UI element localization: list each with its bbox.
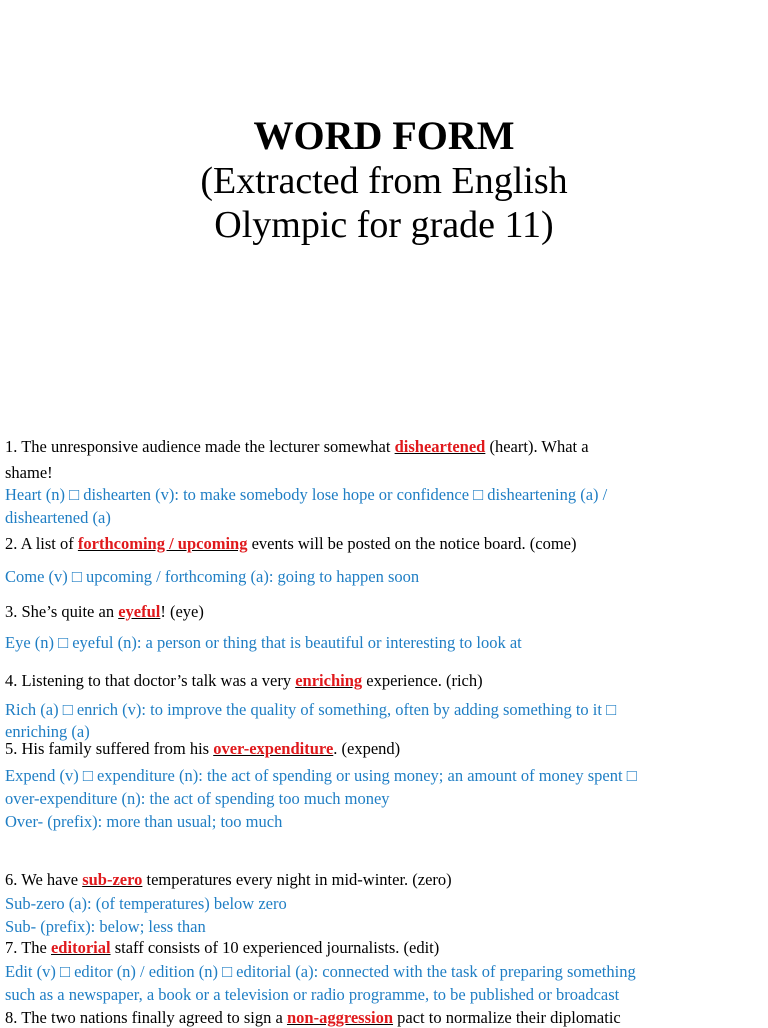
question-3: 3. She’s quite an eyeful! (eye) [5,602,204,621]
explanation-1-line-1: Heart (n) □ dishearten (v): to make somebody lose hope or confidence □ disheartening (a) / [5,485,608,504]
question-1-cont: shame! [5,463,53,482]
title-line-2: (Extracted from English [200,160,568,202]
explanation-7-line-2: such as a newspaper, a book or a television or radio programme, to be published or broadcast [5,985,620,1004]
question-6: 6. We have sub-zero temperatures every night in mid-winter. (zero) [5,870,452,889]
answer-8: non-aggression [286,1008,394,1027]
question-2: 2. A list of forthcoming / upcoming events will be posted on the notice board. (come) [5,534,577,553]
explanation-5-line-2: over-expenditure (n): the act of spending too much money [5,789,390,808]
answer-1: disheartened [394,437,486,456]
answer-2: forthcoming / upcoming [77,534,248,553]
explanation-6-line-2: Sub- (prefix): below; less than [5,917,206,936]
title-line-1: WORD FORM [253,113,515,158]
answer-4: enriching [295,671,363,690]
answer-6: sub-zero [82,870,143,889]
document-title [0,113,768,247]
question-8: 8. The two nations finally agreed to sign a non-aggression pact to normalize their diplomatic [5,1008,621,1027]
explanation-5-line-1: Expend (v) □ expenditure (n): the act of spending or using money; an amount of money spent □ [5,766,637,785]
explanation-5-line-3: Over- (prefix): more than usual; too much [5,812,283,831]
question-5: 5. His family suffered from his over-expenditure. (expend) [5,739,401,758]
explanation-6-line-1: Sub-zero (a): (of temperatures) below zero [5,894,287,913]
explanation-4-line-2: enriching (a) [5,722,90,741]
explanation-7-line-1: Edit (v) □ editor (n) / edition (n) □ editorial (a): connected with the task of preparing something [5,962,636,981]
question-1: 1. The unresponsive audience made the lecturer somewhat disheartened (heart). What a [5,437,589,456]
explanation-2-line-1: Come (v) □ upcoming / forthcoming (a): going to happen soon [5,567,420,586]
answer-7: editorial [50,938,111,957]
explanation-4-line-1: Rich (a) □ enrich (v): to improve the quality of something, often by adding something to it □ [5,700,617,719]
question-7: 7. The editorial staff consists of 10 experienced journalists. (edit) [5,938,440,957]
question-4: 4. Listening to that doctor’s talk was a very enriching experience. (rich) [5,671,483,690]
answer-5: over-expenditure [213,739,334,758]
explanation-3-line-1: Eye (n) □ eyeful (n): a person or thing that is beautiful or interesting to look at [5,633,522,652]
title-line-3: Olympic for grade 11) [214,204,554,246]
explanation-1-line-2: disheartened (a) [5,508,111,527]
answer-3: eyeful [118,602,161,621]
